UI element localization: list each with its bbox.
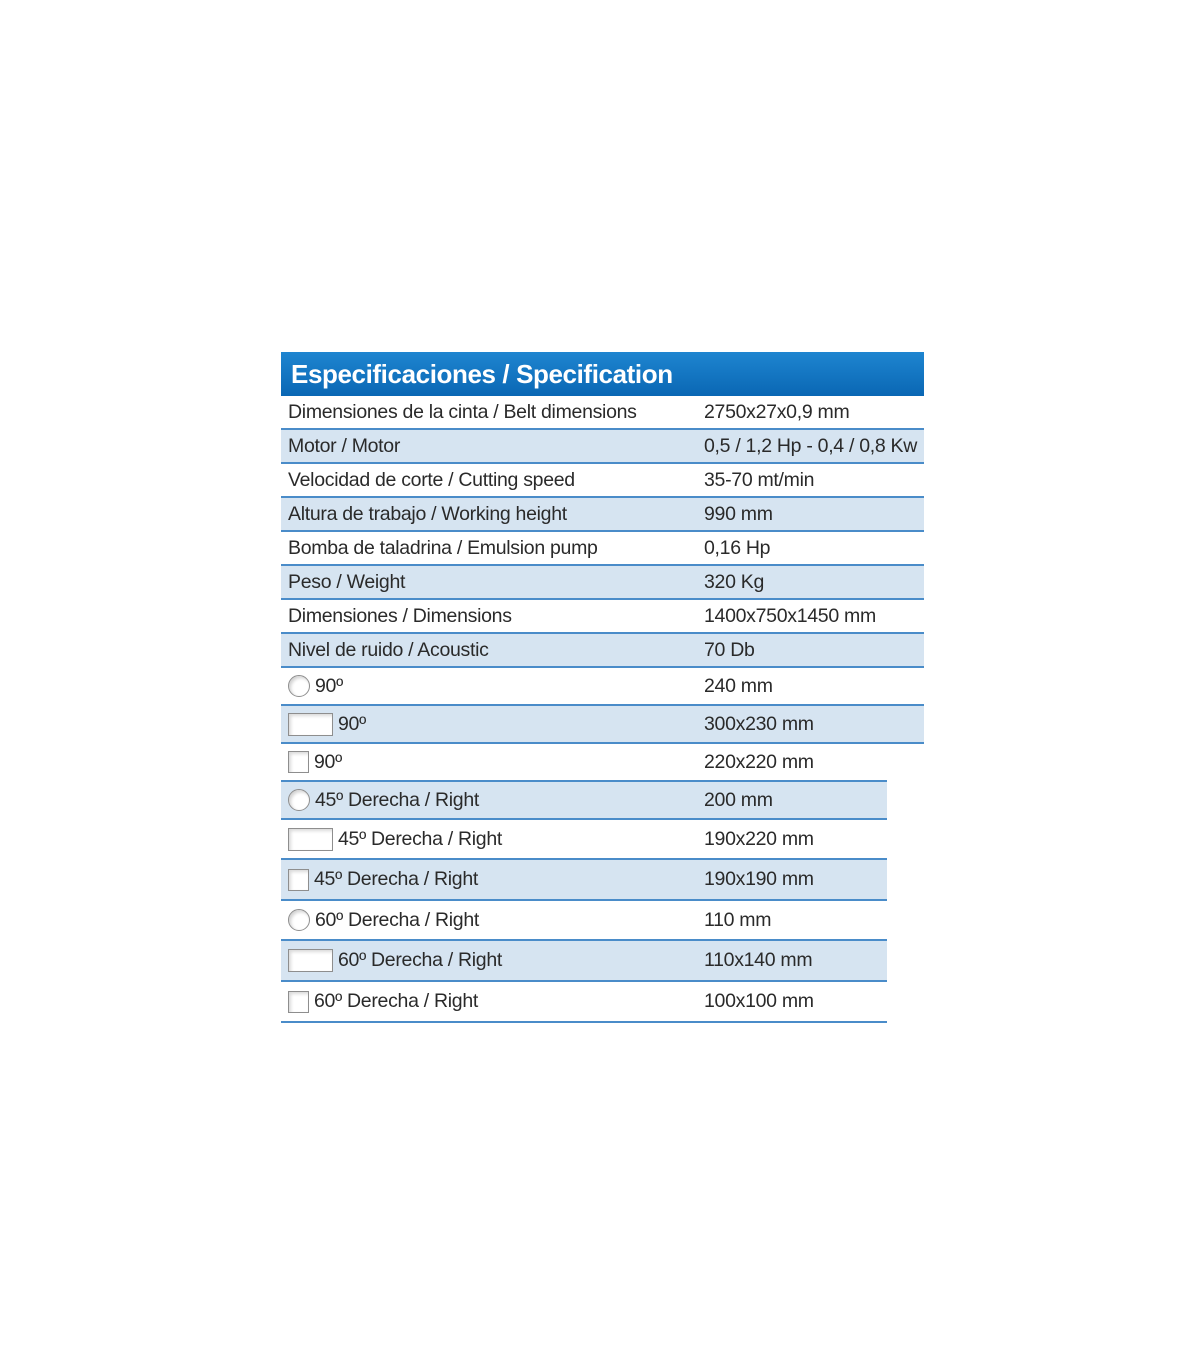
spec-label: Dimensiones / Dimensions	[288, 604, 512, 627]
cutting-angle-label: 90º	[314, 750, 342, 773]
round-section-icon	[288, 675, 310, 697]
cutting-angle-label: 45º Derecha / Right	[315, 788, 480, 811]
spec-row-emulsion-pump	[281, 532, 924, 566]
spec-value: 0,5 / 1,2 Hp - 0,4 / 0,8 Kw	[704, 434, 918, 457]
square-section-icon	[288, 869, 309, 891]
spec-value: 320 Kg	[704, 570, 765, 593]
cutting-capacity-value: 190x190 mm	[704, 868, 814, 890]
cutting-capacity-row	[281, 706, 924, 744]
spec-value: 1400x750x1450 mm	[704, 604, 876, 627]
table-title: Especificaciones / Specification	[281, 352, 924, 396]
spec-row-acoustic	[281, 634, 924, 668]
spec-label: Peso / Weight	[288, 570, 406, 593]
spec-row-weight	[281, 566, 924, 600]
square-section-icon	[288, 751, 309, 773]
spec-value: 2750x27x0,9 mm	[704, 400, 850, 423]
cutting-capacity-row	[281, 860, 887, 901]
round-section-icon	[288, 789, 310, 811]
cutting-capacity-row	[281, 901, 887, 941]
spec-label: Velocidad de corte / Cutting speed	[288, 468, 575, 491]
spec-label: Dimensiones de la cinta / Belt dimensions	[288, 400, 637, 423]
spec-row-motor	[281, 430, 924, 464]
spec-row-cutting-speed	[281, 464, 924, 498]
spec-value: 35-70 mt/min	[704, 468, 815, 491]
spec-row-belt-dimensions	[281, 396, 924, 430]
cutting-capacity-value: 240 mm	[704, 674, 773, 697]
spec-value: 0,16 Hp	[704, 536, 771, 559]
square-section-icon	[288, 991, 309, 1013]
spec-value: 70 Db	[704, 638, 755, 661]
specification-table	[281, 352, 924, 1023]
cutting-capacity-value: 110 mm	[704, 908, 772, 931]
cutting-capacity-value: 100x100 mm	[704, 990, 814, 1012]
cutting-angle-label: 45º Derecha / Right	[338, 827, 503, 850]
cutting-capacity-value: 190x220 mm	[704, 827, 814, 850]
spec-label: Bomba de taladrina / Emulsion pump	[288, 536, 598, 559]
cutting-angle-label: 45º Derecha / Right	[314, 868, 479, 890]
cutting-capacity-row	[281, 668, 924, 706]
cutting-capacity-value: 300x230 mm	[704, 712, 814, 735]
rectangular-section-icon	[288, 828, 333, 851]
cutting-capacity-row	[281, 941, 887, 982]
spec-value: 990 mm	[704, 502, 773, 525]
cutting-capacity-value: 110x140 mm	[704, 949, 813, 971]
cutting-capacity-value: 200 mm	[704, 788, 773, 811]
cutting-angle-label: 60º Derecha / Right	[315, 908, 480, 931]
cutting-angle-label: 60º Derecha / Right	[338, 949, 503, 971]
cutting-capacity-value: 220x220 mm	[704, 750, 814, 773]
cutting-capacity-row	[281, 820, 887, 860]
cutting-angle-label: 60º Derecha / Right	[314, 990, 479, 1012]
spec-label: Motor / Motor	[288, 434, 401, 457]
round-section-icon	[288, 909, 310, 931]
cutting-capacity-row	[281, 782, 887, 820]
spec-label: Altura de trabajo / Working height	[288, 502, 567, 525]
rectangular-section-icon	[288, 713, 333, 736]
spec-row-dimensions	[281, 600, 924, 634]
rectangular-section-icon	[288, 949, 333, 972]
spec-label: Nivel de ruido / Acoustic	[288, 638, 489, 661]
cutting-angle-label: 90º	[338, 712, 366, 735]
cutting-capacity-row	[281, 982, 887, 1023]
cutting-angle-label: 90º	[315, 674, 343, 697]
cutting-capacity-row	[281, 744, 887, 782]
spec-row-working-height	[281, 498, 924, 532]
